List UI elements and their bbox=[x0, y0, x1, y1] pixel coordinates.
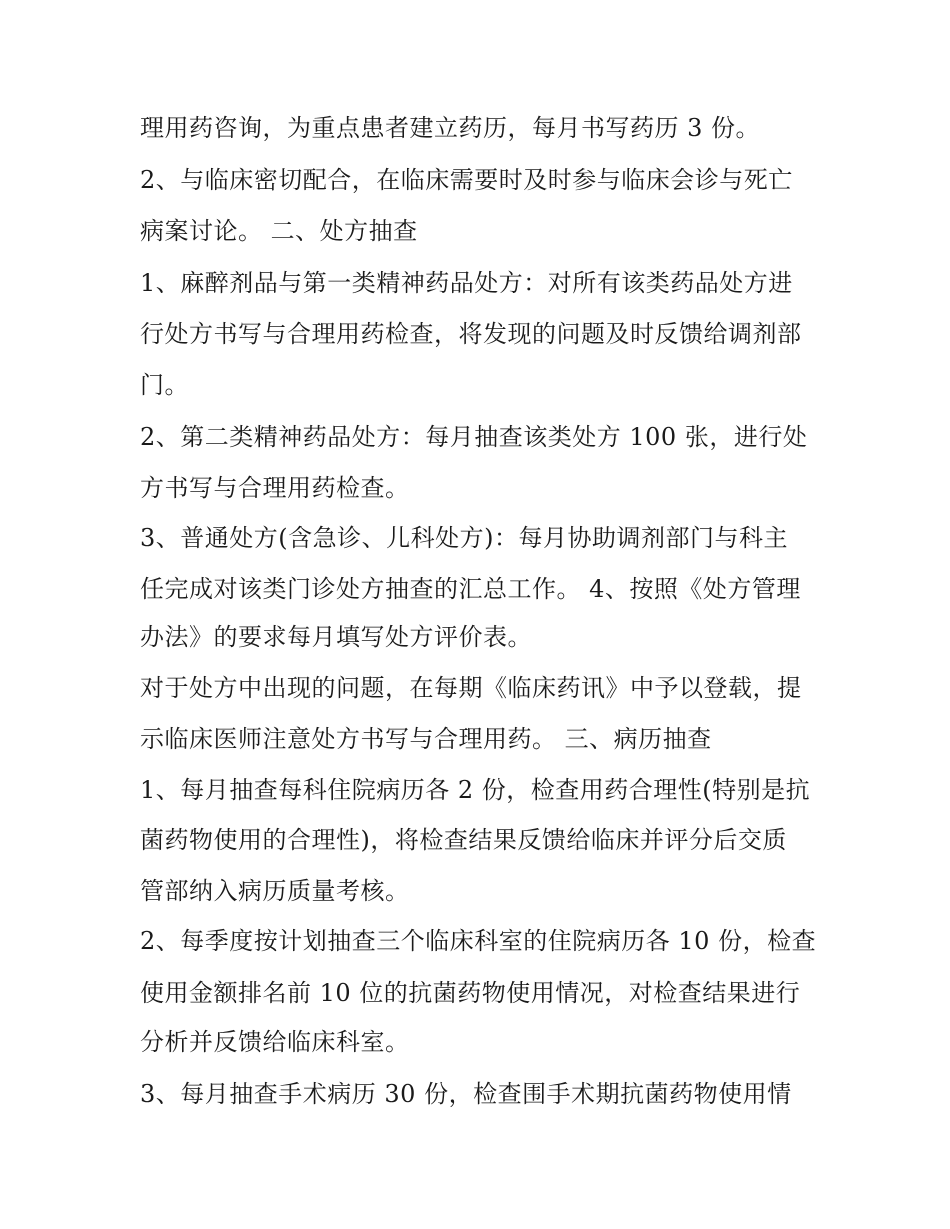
text-line: 菌药物使用的合理性)，将检查结果反馈给临床并评分后交质 bbox=[140, 826, 787, 854]
text-line: 行处方书写与合理用药检查，将发现的问题及时反馈给调剂部 bbox=[140, 320, 802, 348]
text-line: 管部纳入病历质量考核。 bbox=[140, 877, 410, 905]
text-line: 1、每月抽查每科住院病历各 2 份，检查用药合理性(特别是抗 bbox=[140, 776, 811, 804]
text-line: 任完成对该类门诊处方抽查的汇总工作。 4、按照《处方管理 bbox=[140, 575, 801, 603]
text-line: 方书写与合理用药检查。 bbox=[140, 474, 410, 502]
text-line: 2、与临床密切配合，在临床需要时及时参与临床会诊与死亡 bbox=[140, 166, 793, 194]
text-line: 使用金额排名前 10 位的抗菌药物使用情况，对检查结果进行 bbox=[140, 979, 801, 1007]
text-line: 门。 bbox=[140, 371, 189, 399]
text-line: 理用药咨询，为重点患者建立药历，每月书写药历 3 份。 bbox=[140, 114, 761, 142]
text-line: 办法》的要求每月填写处方评价表。 bbox=[140, 623, 532, 651]
text-line: 示临床医师注意处方书写与合理用药。 三、病历抽查 bbox=[140, 725, 712, 753]
text-line: 2、第二类精神药品处方：每月抽查该类处方 100 张，进行处 bbox=[140, 423, 808, 451]
text-line: 3、普通处方(含急诊、儿科处方)：每月协助调剂部门与科主 bbox=[140, 524, 788, 552]
text-line: 对于处方中出现的问题，在每期《临床药讯》中予以登载，提 bbox=[140, 674, 802, 702]
text-line: 1、麻醉剂品与第一类精神药品处方：对所有该类药品处方进 bbox=[140, 269, 793, 297]
text-line: 分析并反馈给临床科室。 bbox=[140, 1028, 410, 1056]
text-line: 3、每月抽查手术病历 30 份，检查围手术期抗菌药物使用情 bbox=[140, 1080, 792, 1108]
text-line: 2、每季度按计划抽查三个临床科室的住院病历各 10 份，检查 bbox=[140, 927, 817, 955]
text-line: 病案讨论。 二、处方抽查 bbox=[140, 217, 418, 245]
